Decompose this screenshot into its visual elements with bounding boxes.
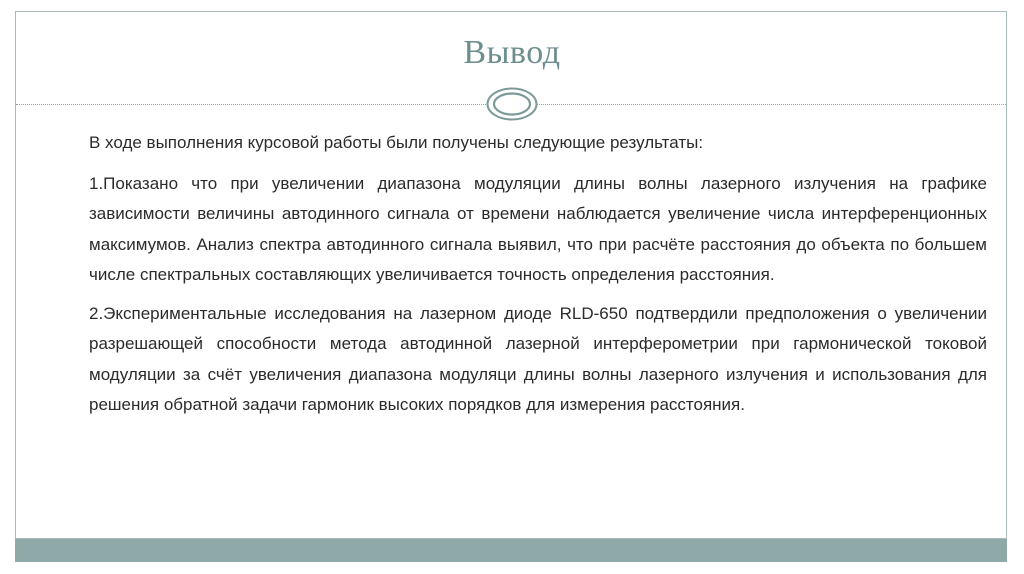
slide-title: Вывод	[463, 34, 561, 71]
result-paragraph-1: 1.Показано что при увеличении диапазона модуляции длины волны лазерного излучения на графике зависимости величины автодинного сигнала от времени наблюдается увеличение числа интерференционных максимумов. Анализ спектра автодинного сигнала выявил, что при расчёте расстояния до объекта по большем числе спектральных составляющих увеличивается точность определения расстояния.	[89, 173, 987, 284]
result-paragraph-2: 2.Экспериментальные исследования на лазерном диоде RLD-650 подтвердили предположения о увеличении разрешающей способности метода автодинной лазерной интерферометрии при гармонической токовой модуляции за счёт увеличения диапазона модуляци длины волны лазерного излучения и использования для решения обратной задачи гармоник высоких порядков для измерения расстояния.	[89, 303, 987, 414]
bottom-band	[15, 539, 1007, 562]
double-ring-ornament-icon	[486, 87, 538, 126]
intro-text: В ходе выполнения курсовой работы были получены следующие результаты:	[89, 133, 704, 152]
slide-body	[89, 128, 987, 429]
